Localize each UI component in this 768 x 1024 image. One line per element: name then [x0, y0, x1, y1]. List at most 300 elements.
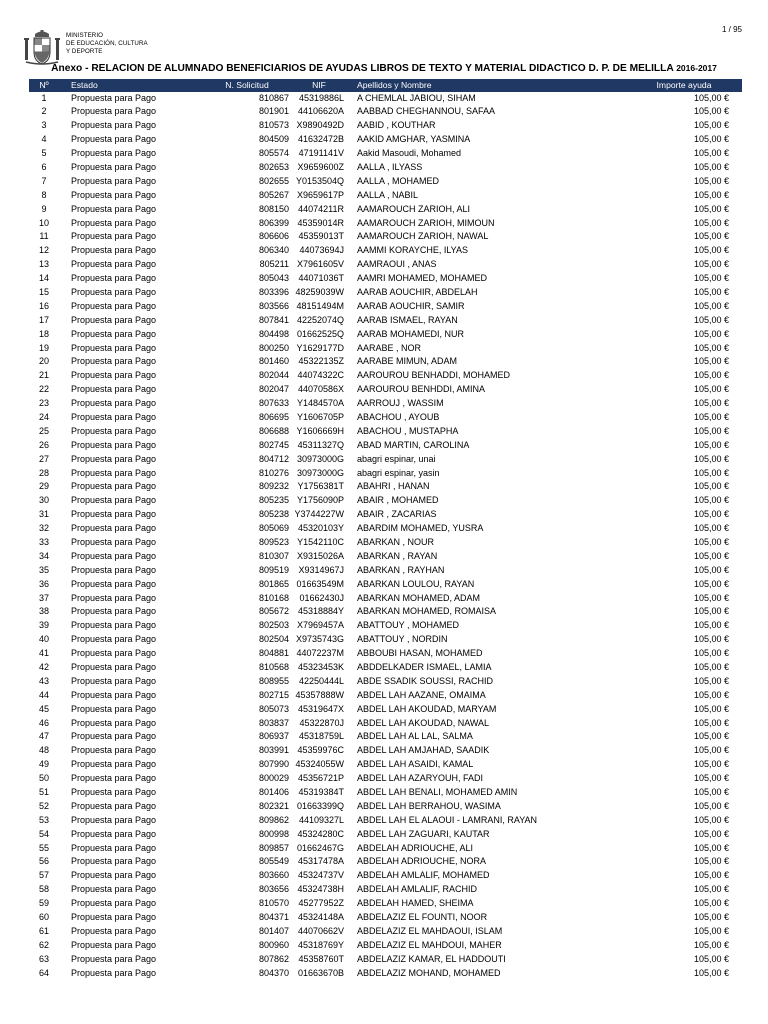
table-row	[29, 397, 742, 411]
row-nif: 45359014R	[297, 217, 344, 228]
row-number: 36	[38, 578, 49, 589]
row-nif: 45324055W	[295, 759, 344, 770]
row-estado: Propuesta para Pago	[71, 759, 157, 770]
row-importe: 105,00 €	[693, 953, 729, 964]
row-number: 14	[38, 273, 49, 284]
row-nombre: AAMRAOUI , ANAS	[357, 259, 437, 270]
row-importe: 105,00 €	[693, 731, 729, 742]
table-row	[29, 411, 742, 425]
row-importe: 105,00 €	[693, 481, 729, 492]
row-number: 1	[41, 92, 47, 103]
row-importe: 105,00 €	[693, 662, 729, 673]
row-number: 64	[38, 967, 49, 978]
row-number: 61	[38, 925, 49, 936]
row-number: 58	[38, 884, 49, 895]
table-row	[29, 647, 742, 661]
row-number: 63	[38, 953, 49, 964]
row-estado: Propuesta para Pago	[71, 175, 157, 186]
row-estado: Propuesta para Pago	[71, 731, 157, 742]
row-nombre: AARROUJ , WASSIM	[357, 398, 444, 409]
row-solicitud: 807841	[258, 314, 289, 325]
column-header-importe: Importe ayuda	[656, 80, 712, 90]
table-row	[29, 869, 742, 883]
row-number: 15	[38, 286, 49, 297]
row-nif: Y3744227W	[294, 509, 344, 520]
row-number: 40	[38, 634, 49, 645]
row-nif: 48151494M	[296, 300, 344, 311]
row-nombre: AALLA , MOHAMED	[357, 175, 440, 186]
row-estado: Propuesta para Pago	[71, 370, 157, 381]
table-row	[29, 619, 742, 633]
ministry-name	[66, 32, 148, 57]
row-importe: 105,00 €	[693, 856, 729, 867]
row-estado: Propuesta para Pago	[71, 161, 157, 172]
table-row	[29, 105, 742, 119]
row-estado: Propuesta para Pago	[71, 495, 157, 506]
row-nif: 45324738H	[297, 884, 344, 895]
row-estado: Propuesta para Pago	[71, 356, 157, 367]
row-importe: 105,00 €	[693, 161, 729, 172]
row-estado: Propuesta para Pago	[71, 148, 157, 159]
table-row	[29, 911, 742, 925]
row-solicitud: 805043	[258, 273, 289, 284]
row-solicitud: 805574	[258, 148, 289, 159]
row-number: 42	[38, 662, 49, 673]
row-number: 31	[38, 509, 49, 520]
row-importe: 105,00 €	[693, 384, 729, 395]
row-nombre: ABDEL LAH EL ALAOUI - LAMRANI, RAYAN	[357, 814, 538, 825]
row-nif: Y1606705P	[296, 411, 344, 422]
row-nif: X7961605V	[296, 259, 344, 270]
row-nombre: ABDELAH AMLALIF, RACHID	[357, 884, 478, 895]
row-nif: Y1606669H	[296, 425, 344, 436]
row-number: 29	[38, 481, 49, 492]
row-solicitud: 810573	[258, 120, 289, 131]
row-estado: Propuesta para Pago	[71, 411, 157, 422]
row-solicitud: 803656	[258, 884, 289, 895]
row-importe: 105,00 €	[693, 467, 729, 478]
row-nif: Y1756381T	[297, 481, 344, 492]
row-number: 45	[38, 703, 49, 714]
row-number: 43	[38, 675, 49, 686]
row-solicitud: 804371	[258, 912, 289, 923]
row-importe: 105,00 €	[693, 106, 729, 117]
row-nif: 44071036T	[298, 273, 344, 284]
row-number: 20	[38, 356, 49, 367]
row-number: 38	[38, 606, 49, 617]
row-importe: 105,00 €	[693, 717, 729, 728]
table-row	[29, 244, 742, 258]
row-solicitud: 801406	[258, 787, 289, 798]
row-estado: Propuesta para Pago	[71, 912, 157, 923]
table-body	[29, 92, 742, 981]
row-estado: Propuesta para Pago	[71, 662, 157, 673]
row-number: 21	[38, 370, 49, 381]
row-solicitud: 802655	[258, 175, 289, 186]
row-importe: 105,00 €	[693, 398, 729, 409]
row-estado: Propuesta para Pago	[71, 745, 157, 756]
row-importe: 105,00 €	[693, 800, 729, 811]
row-solicitud: 801460	[258, 356, 289, 367]
row-nif: Y0153504Q	[295, 175, 344, 186]
row-importe: 105,00 €	[693, 439, 729, 450]
row-nombre: AARABE MIMUN, ADAM	[357, 356, 458, 367]
row-solicitud: 810168	[258, 592, 289, 603]
row-solicitud: 802504	[258, 634, 289, 645]
row-nombre: ABDEL LAH BERRAHOU, WASIMA	[357, 800, 501, 811]
row-number: 56	[38, 856, 49, 867]
row-nombre: ABDELAH ADRIOUCHE, ALI	[357, 842, 474, 853]
row-number: 8	[41, 189, 47, 200]
row-solicitud: 810570	[258, 898, 289, 909]
row-nif: X9659600Z	[297, 161, 344, 172]
table-row	[29, 230, 742, 244]
row-solicitud: 802321	[258, 800, 289, 811]
row-nif: 44106620A	[297, 106, 344, 117]
row-importe: 105,00 €	[693, 509, 729, 520]
row-nif: 45318884Y	[297, 606, 344, 617]
table-row	[29, 855, 742, 869]
table-row	[29, 272, 742, 286]
row-estado: Propuesta para Pago	[71, 939, 157, 950]
row-importe: 105,00 €	[693, 286, 729, 297]
table-row	[29, 939, 742, 953]
row-estado: Propuesta para Pago	[71, 828, 157, 839]
row-solicitud: 801901	[258, 106, 289, 117]
row-importe: 105,00 €	[693, 203, 729, 214]
row-nif: 45322870J	[299, 717, 344, 728]
row-estado: Propuesta para Pago	[71, 703, 157, 714]
row-solicitud: 807862	[258, 953, 289, 964]
row-importe: 105,00 €	[693, 273, 729, 284]
row-solicitud: 809857	[258, 842, 289, 853]
row-estado: Propuesta para Pago	[71, 773, 157, 784]
table-row	[29, 119, 742, 133]
row-nif: 01663399Q	[296, 800, 344, 811]
row-estado: Propuesta para Pago	[71, 134, 157, 145]
row-nif: 44070586X	[297, 384, 344, 395]
row-nombre: ABARKAN LOULOU, RAYAN	[357, 578, 475, 589]
row-number: 44	[38, 689, 49, 700]
row-solicitud: 810307	[258, 550, 289, 561]
table-row	[29, 689, 742, 703]
row-nombre: ABDEL LAH AMJAHAD, SAADIK	[357, 745, 490, 756]
row-solicitud: 805549	[258, 856, 289, 867]
row-number: 55	[38, 842, 49, 853]
table-row	[29, 717, 742, 731]
row-nif: X7969457A	[296, 620, 344, 631]
row-nombre: AAKID AMGHAR, YASMINA	[357, 134, 471, 145]
row-number: 51	[38, 787, 49, 798]
table-row	[29, 467, 742, 481]
row-solicitud: 804881	[258, 648, 289, 659]
row-number: 17	[38, 314, 49, 325]
row-estado: Propuesta para Pago	[71, 925, 157, 936]
row-solicitud: 808955	[258, 675, 289, 686]
row-nombre: ABDEL LAH AAZANE, OMAIMA	[357, 689, 486, 700]
row-solicitud: 804498	[258, 328, 289, 339]
row-importe: 105,00 €	[693, 745, 729, 756]
row-nif: 45324148A	[297, 912, 344, 923]
row-nombre: ABACHOU , AYOUB	[357, 411, 440, 422]
row-nombre: ABDELAZIZ EL FOUNTI, NOOR	[357, 912, 488, 923]
row-nombre: AABBAD CHEGHANNOU, SAFAA	[357, 106, 496, 117]
row-importe: 105,00 €	[693, 120, 729, 131]
table-row	[29, 328, 742, 342]
row-nombre: AAMAROUCH ZARIOH, MIMOUN	[357, 217, 495, 228]
row-nombre: ABDELAH AMLALIF, MOHAMED	[357, 870, 490, 881]
row-estado: Propuesta para Pago	[71, 870, 157, 881]
row-estado: Propuesta para Pago	[71, 634, 157, 645]
row-solicitud: 808150	[258, 203, 289, 214]
row-importe: 105,00 €	[693, 606, 729, 617]
row-nif: Y1542110C	[297, 537, 344, 547]
row-number: 46	[38, 717, 49, 728]
row-solicitud: 809862	[258, 814, 289, 825]
ministry-line-2: DE EDUCACIÓN, CULTURA	[66, 40, 148, 48]
row-estado: Propuesta para Pago	[71, 953, 157, 964]
row-estado: Propuesta para Pago	[71, 286, 157, 297]
row-estado: Propuesta para Pago	[71, 203, 157, 214]
row-solicitud: 806937	[258, 731, 289, 742]
row-solicitud: 810867	[258, 92, 289, 103]
table-row	[29, 522, 742, 536]
row-solicitud: 800029	[258, 773, 289, 784]
row-nif: 45319647X	[297, 703, 344, 714]
table-header-row	[29, 79, 742, 92]
table-row	[29, 133, 742, 147]
row-number: 22	[38, 384, 49, 395]
row-nombre: ABARDIM MOHAMED, YUSRA	[357, 523, 484, 534]
row-solicitud: 800250	[258, 342, 289, 353]
table-row	[29, 383, 742, 397]
row-solicitud: 802653	[258, 161, 289, 172]
row-solicitud: 802044	[258, 370, 289, 381]
row-nombre: AALLA , ILYASS	[357, 161, 423, 172]
row-solicitud: 809232	[258, 481, 289, 492]
ministry-line-3: Y DEPORTE	[66, 48, 103, 56]
document-title-year: 2016-2017	[676, 63, 717, 73]
row-importe: 105,00 €	[693, 773, 729, 784]
row-nombre: ABAIR , ZACARIAS	[357, 509, 437, 520]
row-nombre: AARAB AOUCHIR, SAMIR	[357, 300, 465, 311]
row-nombre: ABDEL LAH ZAGUARI, KAUTAR	[357, 828, 490, 839]
row-solicitud: 809519	[258, 564, 289, 575]
row-number: 26	[38, 439, 49, 450]
row-estado: Propuesta para Pago	[71, 689, 157, 700]
row-solicitud: 803396	[258, 286, 289, 297]
row-nombre: ABDELAZIZ MOHAND, MOHAMED	[357, 967, 501, 978]
row-nif: 48259039W	[295, 286, 344, 297]
row-importe: 105,00 €	[693, 703, 729, 714]
column-header-nombre: Apellidos y Nombre	[357, 80, 432, 90]
table-row	[29, 453, 742, 467]
table-row	[29, 842, 742, 856]
table-row	[29, 300, 742, 314]
row-nombre: ABARKAN , NOUR	[357, 537, 435, 547]
row-nif: 45358760T	[298, 953, 344, 964]
row-number: 59	[38, 898, 49, 909]
row-solicitud: 804712	[258, 453, 289, 464]
row-nombre: ABDDELKADER ISMAEL, LAMIA	[357, 662, 492, 673]
row-nif: Y1629177D	[296, 342, 344, 353]
row-nif: 45324737V	[297, 870, 344, 881]
row-nombre: ABDEL LAH BENALI, MOHAMED AMIN	[357, 787, 518, 798]
row-number: 28	[38, 467, 49, 478]
row-estado: Propuesta para Pago	[71, 578, 157, 589]
row-number: 9	[41, 203, 47, 214]
row-number: 11	[39, 231, 49, 242]
row-number: 60	[38, 912, 49, 923]
row-nif: 42252074Q	[296, 314, 344, 325]
row-estado: Propuesta para Pago	[71, 342, 157, 353]
row-estado: Propuesta para Pago	[71, 189, 157, 200]
row-number: 39	[38, 620, 49, 631]
table-row	[29, 758, 742, 772]
row-estado: Propuesta para Pago	[71, 606, 157, 617]
row-importe: 105,00 €	[693, 925, 729, 936]
row-nif: X9315026A	[296, 550, 344, 561]
row-importe: 105,00 €	[693, 939, 729, 950]
row-solicitud: 810276	[258, 467, 289, 478]
row-number: 19	[38, 342, 49, 353]
row-importe: 105,00 €	[693, 523, 729, 534]
row-importe: 105,00 €	[693, 217, 729, 228]
row-nif: 30973000G	[296, 467, 344, 478]
row-nif: 45318759L	[298, 731, 344, 742]
row-estado: Propuesta para Pago	[71, 648, 157, 659]
row-nif: 45319384T	[298, 787, 344, 798]
row-importe: 105,00 €	[693, 92, 729, 103]
row-importe: 105,00 €	[693, 828, 729, 839]
row-nif: Y1484570A	[296, 398, 344, 409]
row-importe: 105,00 €	[693, 564, 729, 575]
row-nif: X9735743G	[295, 634, 344, 645]
table-row	[29, 439, 742, 453]
row-number: 3	[41, 120, 47, 131]
row-importe: 105,00 €	[693, 967, 729, 978]
row-importe: 105,00 €	[693, 578, 729, 589]
row-solicitud: 805069	[258, 523, 289, 534]
row-number: 10	[38, 217, 49, 228]
row-number: 2	[41, 106, 47, 117]
row-solicitud: 800998	[258, 828, 289, 839]
row-nombre: ABDELAZIZ EL MAHDAOUI, ISLAM	[357, 925, 503, 936]
row-importe: 105,00 €	[693, 592, 729, 603]
row-importe: 105,00 €	[693, 759, 729, 770]
row-nif: 44073694J	[299, 245, 344, 256]
row-nombre: abagri espinar, yasin	[357, 467, 440, 478]
table-row	[29, 814, 742, 828]
row-importe: 105,00 €	[693, 370, 729, 381]
row-nif: 01662467G	[296, 842, 344, 853]
table-row	[29, 883, 742, 897]
row-nombre: ABARKAN MOHAMED, ROMAISA	[357, 606, 497, 617]
table-row	[29, 592, 742, 606]
row-solicitud: 802745	[258, 439, 289, 450]
table-row	[29, 703, 742, 717]
row-nombre: AAROUROU BENHADDI, MOHAMED	[357, 370, 511, 381]
row-solicitud: 803991	[258, 745, 289, 756]
row-importe: 105,00 €	[693, 300, 729, 311]
row-importe: 105,00 €	[693, 411, 729, 422]
row-nombre: AAMMI KORAYCHE, ILYAS	[357, 245, 469, 256]
table-row	[29, 897, 742, 911]
table-row	[29, 314, 742, 328]
table-row	[29, 92, 742, 106]
row-solicitud: 809523	[258, 537, 289, 547]
row-nif: 45357888W	[295, 689, 344, 700]
row-nombre: ABDELAH ADRIOUCHE, NORA	[357, 856, 487, 867]
row-nif: 45323453K	[297, 662, 344, 673]
document-title	[0, 63, 768, 74]
row-importe: 105,00 €	[693, 328, 729, 339]
row-estado: Propuesta para Pago	[71, 398, 157, 409]
row-importe: 105,00 €	[693, 648, 729, 659]
row-number: 41	[38, 648, 49, 659]
table-row	[29, 786, 742, 800]
table-row	[29, 355, 742, 369]
row-solicitud: 803837	[258, 717, 289, 728]
table-row	[29, 494, 742, 508]
row-solicitud: 802047	[258, 384, 289, 395]
row-solicitud: 805238	[258, 509, 289, 520]
table-row	[29, 953, 742, 967]
row-solicitud: 800960	[258, 939, 289, 950]
table-row	[29, 175, 742, 189]
row-number: 18	[38, 328, 49, 339]
row-estado: Propuesta para Pago	[71, 300, 157, 311]
row-estado: Propuesta para Pago	[71, 217, 157, 228]
column-header-number: Nº	[39, 80, 49, 90]
row-nombre: AARAB ISMAEL, RAYAN	[357, 314, 458, 325]
row-solicitud: 805073	[258, 703, 289, 714]
row-estado: Propuesta para Pago	[71, 120, 157, 131]
row-nif: Y1756090P	[296, 495, 344, 506]
row-nombre: Aakid Masoudi, Mohamed	[357, 148, 462, 159]
row-solicitud: 805672	[258, 606, 289, 617]
row-nif: X9659617P	[296, 189, 344, 200]
table-row	[29, 147, 742, 161]
row-estado: Propuesta para Pago	[71, 328, 157, 339]
row-solicitud: 804509	[258, 134, 289, 145]
row-importe: 105,00 €	[693, 231, 729, 242]
row-importe: 105,00 €	[693, 148, 729, 159]
row-importe: 105,00 €	[693, 356, 729, 367]
row-number: 48	[38, 745, 49, 756]
row-nif: 45317478A	[297, 856, 344, 867]
row-nombre: abagri espinar, unai	[357, 453, 436, 464]
row-nif: 01663549M	[296, 578, 344, 589]
row-nombre: AAMAROUCH ZARIOH, ALI	[357, 203, 471, 214]
row-solicitud: 807990	[258, 759, 289, 770]
row-solicitud: 806695	[258, 411, 289, 422]
row-importe: 105,00 €	[693, 259, 729, 270]
row-number: 30	[38, 495, 49, 506]
row-nif: 45277952Z	[298, 898, 344, 909]
row-nombre: ABDELAZIZ KAMAR, EL HADDOUTI	[357, 953, 506, 964]
table-row	[29, 536, 742, 550]
row-estado: Propuesta para Pago	[71, 245, 157, 256]
table-row	[29, 508, 742, 522]
row-nombre: ABAHRI , HANAN	[357, 481, 430, 492]
row-estado: Propuesta para Pago	[71, 592, 157, 603]
row-nif: 45311327Q	[297, 439, 344, 450]
row-solicitud: 801865	[258, 578, 289, 589]
table-row	[29, 925, 742, 939]
row-number: 47	[38, 731, 49, 742]
row-importe: 105,00 €	[693, 189, 729, 200]
